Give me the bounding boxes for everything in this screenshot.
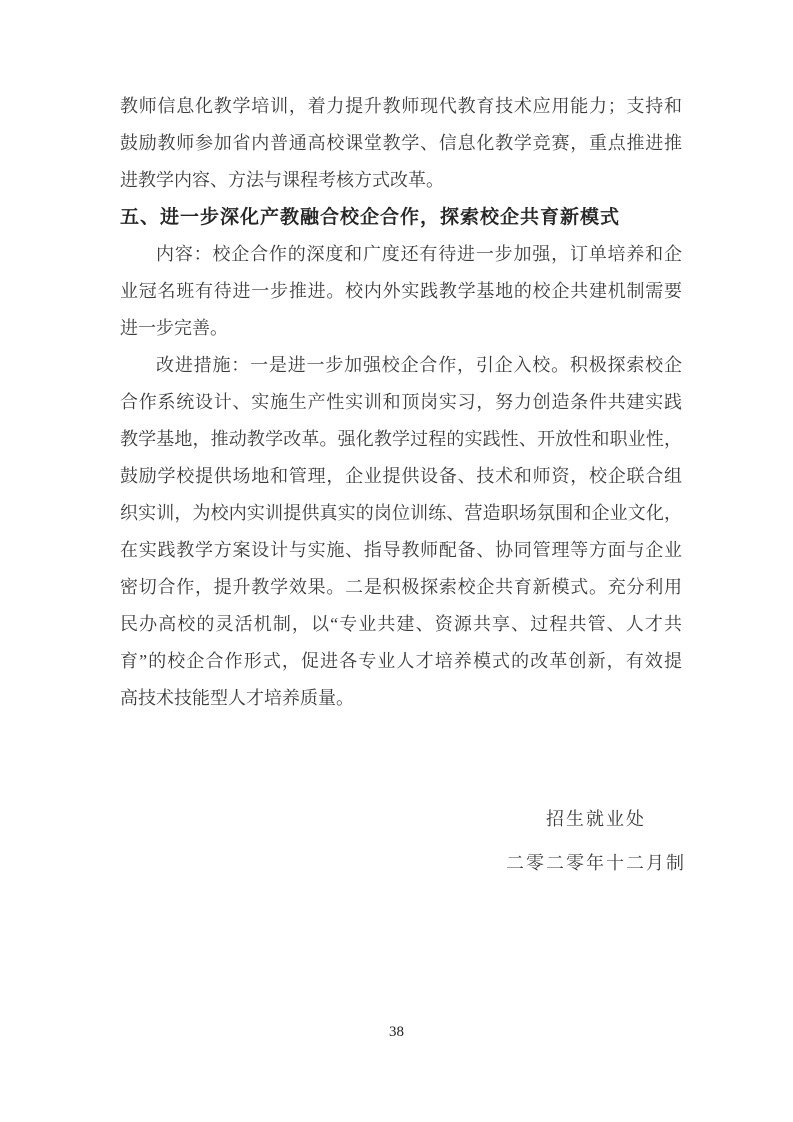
text-line: 内容：校企合作的深度和广度还有待进一步加强，订单培养和企 <box>156 244 682 264</box>
text-line: 育”的校企合作形式，促进各专业人才培养模式的改革创新，有效提 <box>120 651 682 671</box>
text-line: 织实训，为校内实训提供真实的岗位训练、营造职场氛围和企业文化， <box>120 503 682 523</box>
section-heading: 五、进一步深化产教融合校企合作，探索校企共育新模式 <box>120 207 621 228</box>
text-line: 改进措施：一是进一步加强校企合作，引企入校。积极探索校企 <box>156 355 682 375</box>
signature-department: 招生就业处 <box>546 809 646 829</box>
page-number: 38 <box>389 1024 404 1040</box>
text-line: 合作系统设计、实施生产性实训和顶岗实习，努力创造条件共建实践 <box>120 392 682 412</box>
text-line: 鼓励教师参加省内普通高校课堂教学、信息化教学竞赛，重点推进推 <box>120 133 682 153</box>
text-line: 在实践教学方案设计与实施、指导教师配备、协同管理等方面与企业 <box>120 540 682 560</box>
text-line: 教学基地，推动教学改革。强化教学过程的实践性、开放性和职业性， <box>120 429 682 449</box>
page-footer <box>0 1022 793 1042</box>
text-line: 鼓励学校提供场地和管理，企业提供设备、技术和师资，校企联合组 <box>120 466 682 486</box>
text-line: 进一步完善。 <box>120 318 228 338</box>
signature-date: 二零二零年十二月制 <box>506 853 686 873</box>
text-line: 业冠名班有待进一步推进。校内外实践教学基地的校企共建机制需要 <box>120 281 682 301</box>
signature-block <box>476 797 716 885</box>
text-line: 进教学内容、方法与课程考核方式改革。 <box>120 170 444 190</box>
text-line: 民办高校的灵活机制，以“专业共建、资源共享、过程共管、人才共 <box>120 614 682 634</box>
text-line: 密切合作，提升教学效果。二是积极探索校企共育新模式。充分利用 <box>120 577 682 597</box>
document-body-text <box>120 88 682 717</box>
text-line: 教师信息化教学培训，着力提升教师现代教育技术应用能力；支持和 <box>120 96 682 116</box>
text-line: 高技术技能型人才培养质量。 <box>120 688 354 708</box>
